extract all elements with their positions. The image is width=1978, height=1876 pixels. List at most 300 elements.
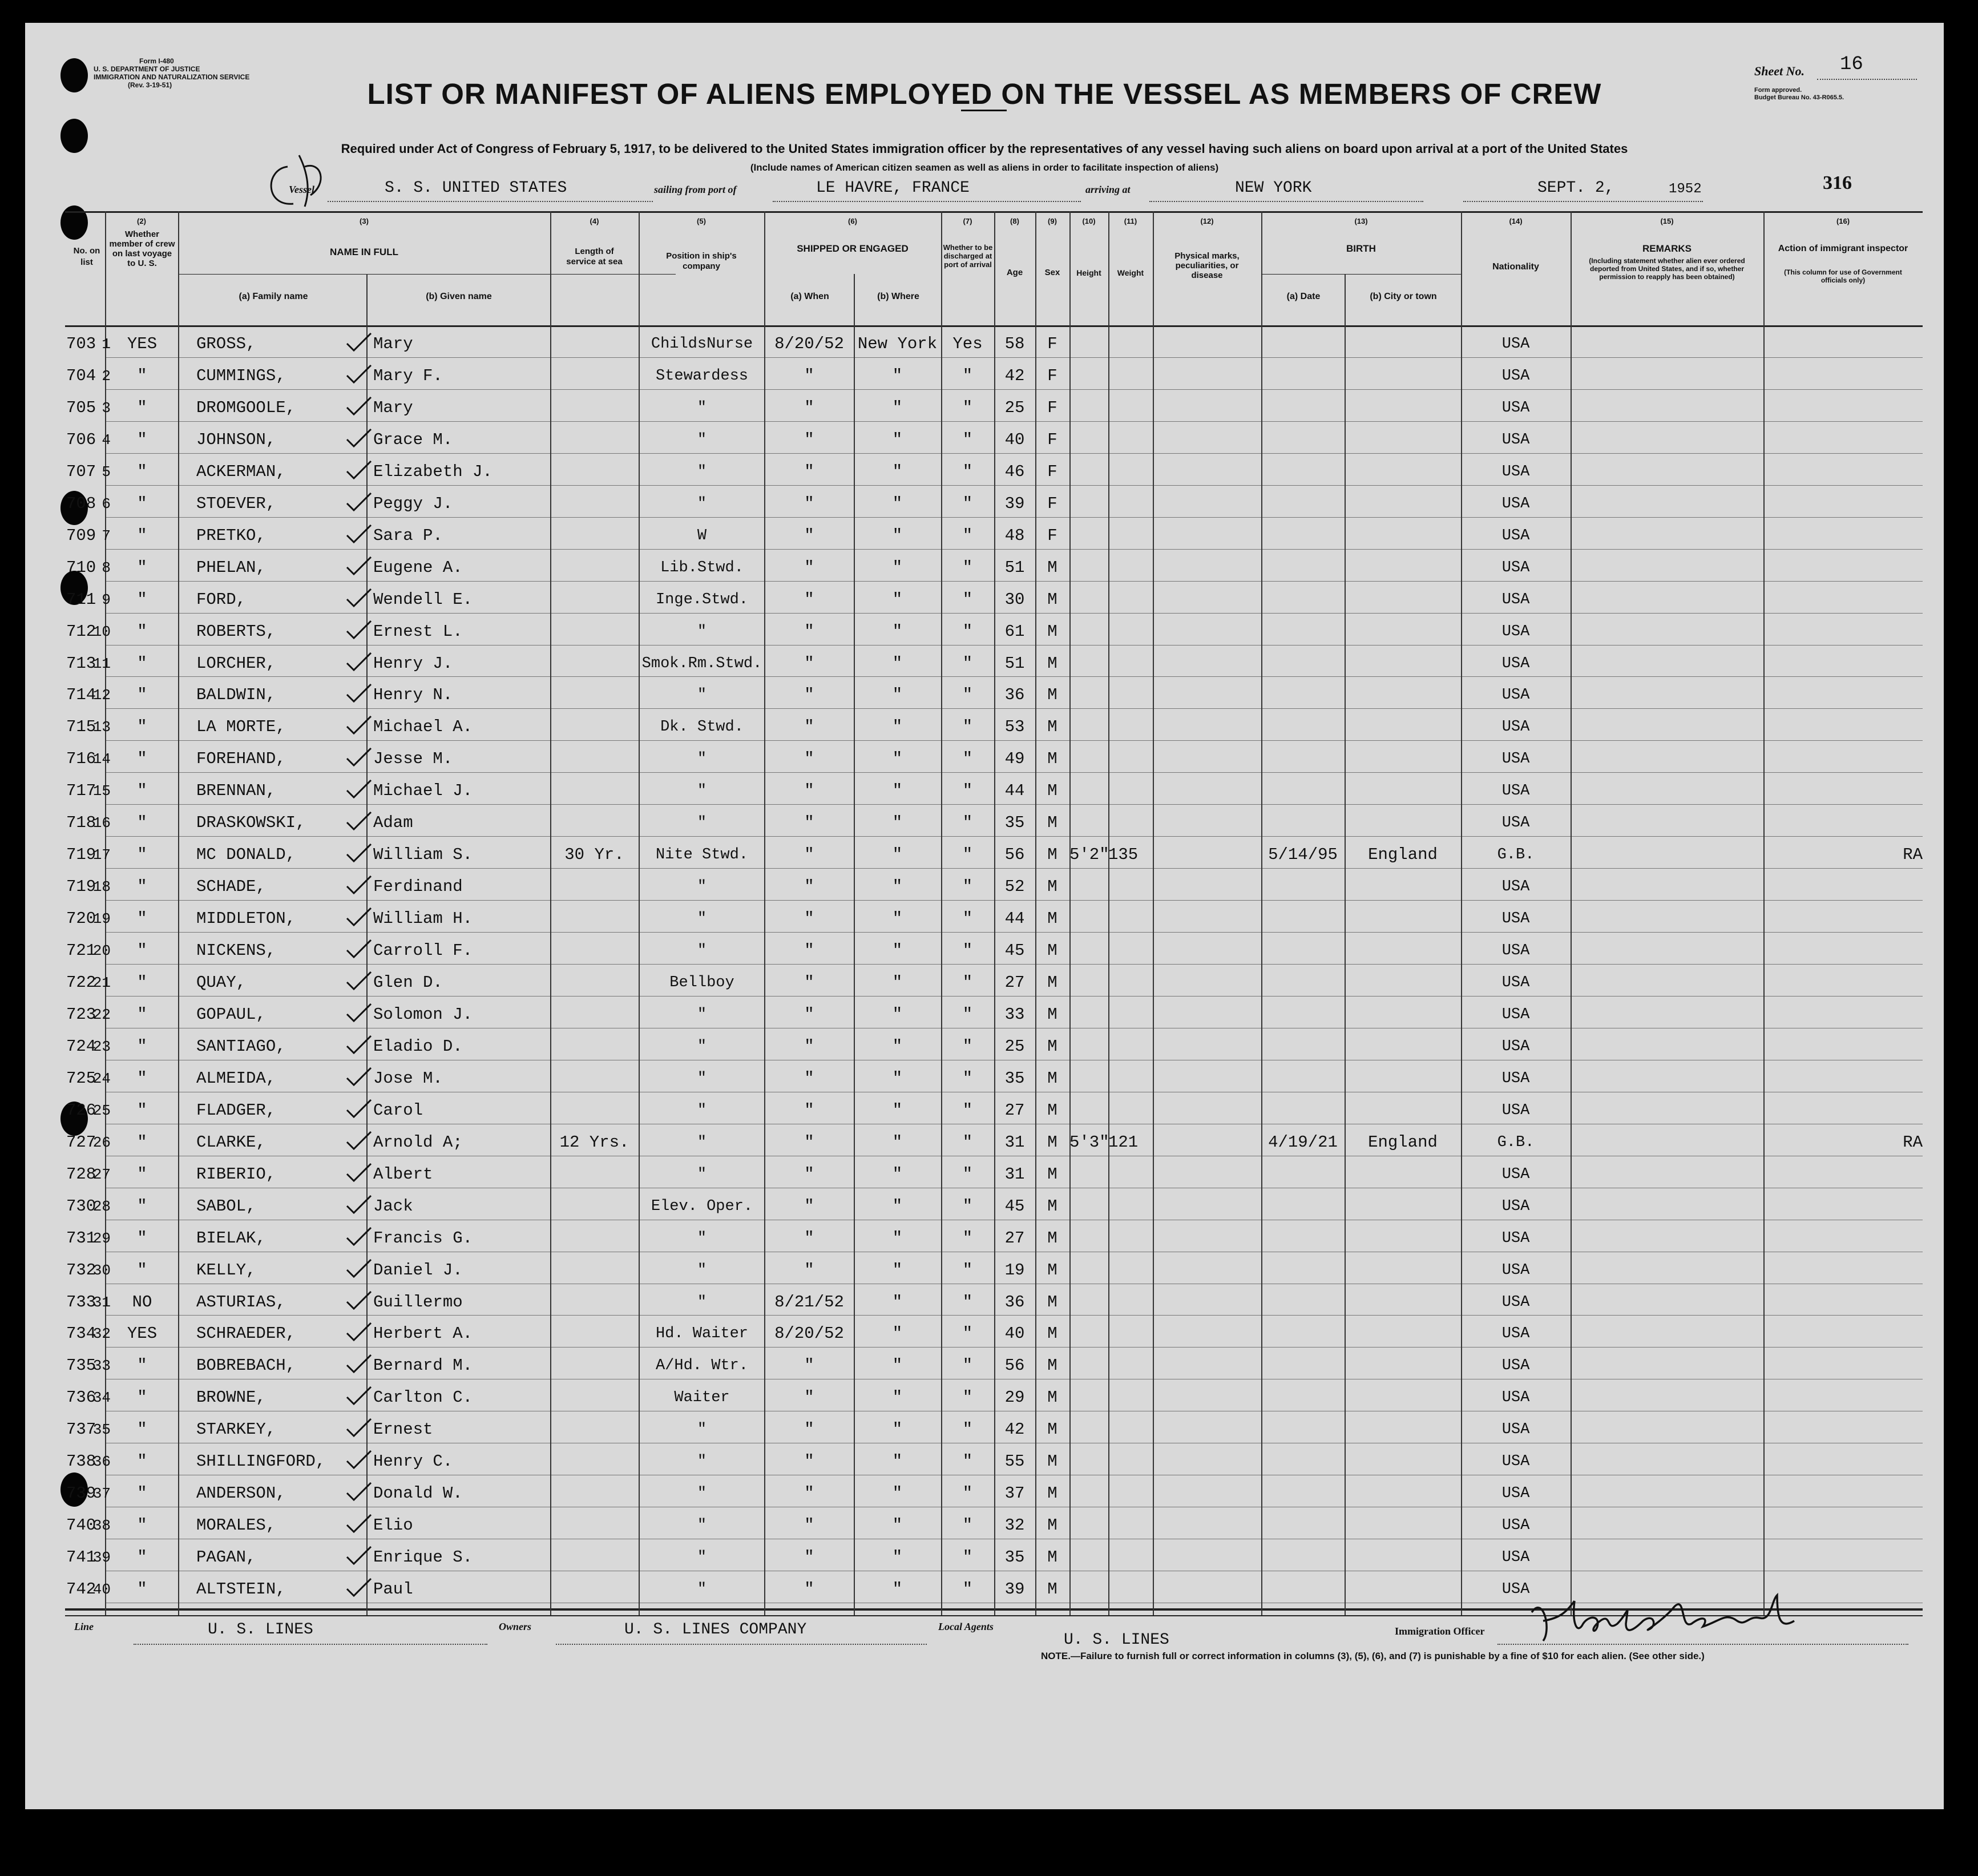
given-name-cell: Enrique S. — [373, 1548, 473, 1567]
previous-crew-cell: " — [137, 1356, 147, 1375]
officer-underline — [1497, 1644, 1908, 1645]
nationality-cell: USA — [1501, 463, 1530, 481]
header-col11-number: (11) — [1124, 217, 1137, 225]
shipped-where-cell: " — [892, 622, 903, 641]
sex-cell: M — [1047, 813, 1057, 833]
age-cell: 19 — [1004, 1260, 1025, 1280]
check-mark-icon — [345, 1002, 373, 1024]
stamp-number: 734 — [66, 1324, 96, 1344]
age-cell: 53 — [1004, 717, 1025, 737]
row-rule — [106, 517, 1923, 518]
line-label: Line — [74, 1621, 94, 1632]
check-mark-icon — [345, 874, 373, 897]
row-rule — [106, 453, 1923, 454]
nationality-cell: USA — [1501, 1006, 1530, 1023]
stamp-number: 705 — [66, 398, 96, 417]
given-name-cell: Grace M. — [373, 430, 453, 449]
shipped-when-cell: " — [804, 398, 814, 417]
position-cell: " — [697, 1581, 707, 1599]
row-rule — [106, 549, 1923, 550]
list-number: 15 — [92, 782, 111, 800]
list-number: 12 — [92, 687, 111, 704]
previous-crew-cell: " — [137, 749, 147, 769]
family-name-cell: SCHADE, — [196, 877, 266, 897]
sailing-port: LE HAVRE, FRANCE — [816, 179, 970, 197]
row-rule — [106, 836, 1923, 837]
shipped-where-cell: " — [892, 1388, 903, 1407]
header-col9-number: (9) — [1048, 217, 1057, 225]
previous-crew-cell: " — [137, 1228, 147, 1248]
shipped-when-cell: " — [804, 717, 814, 737]
given-name-cell: Francis G. — [373, 1228, 473, 1248]
check-mark-icon — [345, 906, 373, 929]
nationality-cell: USA — [1501, 1517, 1530, 1535]
list-number: 22 — [92, 1006, 111, 1023]
sex-cell: F — [1047, 430, 1057, 449]
previous-crew-cell: " — [137, 558, 147, 577]
approved-text: Form approved. — [1754, 87, 1802, 94]
discharged-cell: " — [962, 1484, 973, 1503]
family-name-cell: BALDWIN, — [196, 685, 276, 705]
nationality-cell: USA — [1501, 1389, 1530, 1407]
check-mark-icon — [345, 619, 373, 642]
age-cell: 27 — [1004, 1100, 1025, 1120]
given-name-cell: Arnold A; — [373, 1132, 463, 1152]
discharged-cell: " — [962, 1132, 973, 1152]
age-cell: 51 — [1004, 653, 1025, 673]
position-cell: Dk. Stwd. — [660, 719, 744, 736]
binder-hole — [60, 205, 88, 240]
sex-cell: M — [1047, 622, 1057, 641]
nationality-cell: USA — [1501, 1165, 1530, 1183]
previous-crew-cell: YES — [127, 334, 158, 353]
row-rule — [106, 996, 1923, 997]
list-number: 24 — [92, 1070, 111, 1087]
birth-town-cell: England — [1368, 845, 1438, 865]
age-cell: 52 — [1004, 877, 1025, 897]
check-mark-icon — [345, 1544, 373, 1567]
subtitle-note: (Include names of American citizen seamen as well as aliens in order to facilitate inspection of aliens) — [750, 162, 1219, 173]
shipped-when-cell: " — [804, 973, 814, 992]
age-cell: 35 — [1004, 813, 1025, 833]
check-mark-icon — [345, 1066, 373, 1088]
shipped-where-cell: " — [892, 781, 903, 801]
list-number: 19 — [92, 910, 111, 928]
family-name-cell: GOPAUL, — [196, 1004, 266, 1024]
stamp-number: 704 — [66, 366, 96, 385]
check-mark-icon — [345, 938, 373, 961]
shipped-when-cell: " — [804, 909, 814, 929]
header-sex: Sex — [1044, 268, 1060, 277]
nationality-cell: USA — [1501, 782, 1530, 800]
service-cell: 12 Yrs. — [559, 1132, 629, 1152]
shipped-when-cell: " — [804, 813, 814, 833]
stamp-number: 716 — [66, 749, 96, 769]
family-name-cell: NICKENS, — [196, 941, 276, 961]
check-mark-icon — [345, 842, 373, 865]
shipped-when-cell: " — [804, 622, 814, 641]
shipped-when-cell: 8/20/52 — [774, 1324, 844, 1344]
form-revision: (Rev. 3-19-51) — [128, 81, 172, 89]
sex-cell: M — [1047, 558, 1057, 577]
sex-cell: M — [1047, 877, 1057, 897]
discharged-cell: " — [962, 1388, 973, 1407]
nationality-cell: USA — [1501, 687, 1530, 704]
shipped-where-cell: " — [892, 749, 903, 769]
discharged-cell: " — [962, 1452, 973, 1471]
stamp-number: 726 — [66, 1100, 96, 1120]
header-position: Position in ship's company — [666, 251, 737, 271]
age-cell: 36 — [1004, 685, 1025, 705]
vessel-mark — [253, 150, 339, 215]
row-rule — [106, 357, 1923, 358]
list-number: 30 — [92, 1261, 111, 1279]
shipped-where-cell: " — [892, 462, 903, 481]
header-col12-number: (12) — [1200, 217, 1214, 225]
shipped-where-cell: " — [892, 366, 903, 385]
header-action-of-inspector: Action of immigrant inspector — [1778, 244, 1908, 253]
check-mark-icon — [345, 1257, 373, 1280]
previous-crew-cell: " — [137, 909, 147, 929]
given-name-cell: Daniel J. — [373, 1260, 463, 1280]
row-rule — [106, 676, 1923, 677]
family-name-cell: BOBREBACH, — [196, 1356, 296, 1375]
stamp-number: 712 — [66, 622, 96, 641]
discharged-cell: " — [962, 430, 973, 449]
previous-crew-cell: " — [137, 366, 147, 385]
family-name-cell: BIELAK, — [196, 1228, 266, 1248]
family-name-cell: LA MORTE, — [196, 717, 286, 737]
list-number: 36 — [92, 1453, 111, 1471]
shipped-when-cell: " — [804, 1036, 814, 1056]
nationality-cell: USA — [1501, 431, 1530, 449]
age-cell: 45 — [1004, 941, 1025, 961]
family-name-cell: SHILLINGFORD, — [196, 1452, 326, 1471]
shipped-when-cell: " — [804, 1260, 814, 1280]
check-mark-icon — [345, 746, 373, 769]
position-cell: " — [697, 1006, 707, 1023]
shipped-where-cell: " — [892, 653, 903, 673]
position-cell: " — [697, 1165, 707, 1183]
discharged-cell: " — [962, 1260, 973, 1280]
list-number: 21 — [92, 974, 111, 991]
position-cell: Bellboy — [669, 974, 734, 991]
family-name-cell: DROMGOOLE, — [196, 398, 296, 417]
position-cell: Smok.Rm.Stwd. — [641, 655, 762, 672]
stamp-number: 717 — [66, 781, 96, 801]
row-rule — [106, 581, 1923, 582]
given-name-cell: Paul — [373, 1580, 413, 1599]
check-mark-icon — [345, 1385, 373, 1407]
nationality-cell: USA — [1501, 591, 1530, 608]
previous-crew-cell: " — [137, 653, 147, 673]
shipped-when-cell: " — [804, 941, 814, 961]
discharged-cell: " — [962, 1036, 973, 1056]
discharged-cell: " — [962, 1580, 973, 1599]
shipped-when-cell: " — [804, 1100, 814, 1120]
age-cell: 37 — [1004, 1484, 1025, 1503]
weight-cell: 135 — [1108, 845, 1139, 865]
position-cell: " — [697, 463, 707, 481]
check-mark-icon — [345, 1353, 373, 1375]
family-name-cell: RIBERIO, — [196, 1164, 276, 1184]
sex-cell: M — [1047, 1484, 1057, 1503]
list-number: 13 — [92, 719, 111, 736]
shipped-when-cell: " — [804, 1452, 814, 1471]
discharged-cell: " — [962, 1068, 973, 1088]
position-cell: " — [697, 942, 707, 960]
age-cell: 32 — [1004, 1516, 1025, 1535]
nationality-cell: USA — [1501, 495, 1530, 513]
nationality-cell: G.B. — [1497, 1133, 1535, 1151]
list-number: 25 — [92, 1102, 111, 1119]
given-name-cell: Peggy J. — [373, 494, 453, 513]
nationality-cell: USA — [1501, 1325, 1530, 1343]
stamp-number: 735 — [66, 1356, 96, 1375]
sex-cell: M — [1047, 749, 1057, 769]
sex-cell: F — [1047, 366, 1057, 385]
check-mark-icon — [345, 1034, 373, 1056]
previous-crew-cell: " — [137, 1100, 147, 1120]
family-name-cell: SABOL, — [196, 1196, 256, 1216]
position-cell: " — [697, 1261, 707, 1279]
shipped-where-cell: " — [892, 558, 903, 577]
check-mark-icon — [345, 651, 373, 673]
nationality-cell: USA — [1501, 655, 1530, 672]
check-mark-icon — [345, 1161, 373, 1184]
sex-cell: M — [1047, 781, 1057, 801]
position-cell: " — [697, 751, 707, 768]
discharged-cell: " — [962, 494, 973, 513]
age-cell: 30 — [1004, 590, 1025, 609]
discharged-cell: " — [962, 845, 973, 865]
position-cell: Nite Stwd. — [655, 846, 749, 864]
stamp-number: 713 — [66, 653, 96, 673]
arriving-port: NEW YORK — [1235, 179, 1312, 197]
shipped-where-cell: " — [892, 717, 903, 737]
arrival-year: 1952 — [1669, 181, 1702, 197]
shipped-where-cell: " — [892, 1580, 903, 1599]
stamp-number: 722 — [66, 973, 96, 992]
family-name-cell: MORALES, — [196, 1516, 276, 1535]
position-cell: " — [697, 687, 707, 704]
previous-crew-cell: " — [137, 1164, 147, 1184]
list-number: 11 — [92, 655, 111, 672]
stamp-number: 731 — [66, 1228, 96, 1248]
shipped-when-cell: " — [804, 1580, 814, 1599]
list-number: 26 — [92, 1133, 111, 1151]
shipped-when-cell: " — [804, 1164, 814, 1184]
shipped-when-cell: " — [804, 1228, 814, 1248]
shipped-when-cell: " — [804, 590, 814, 609]
age-cell: 56 — [1004, 845, 1025, 865]
weight-cell: 121 — [1108, 1132, 1139, 1152]
age-cell: 56 — [1004, 1356, 1025, 1375]
given-name-cell: William S. — [373, 845, 473, 865]
sex-cell: M — [1047, 845, 1057, 865]
discharged-cell: " — [962, 941, 973, 961]
list-number: 16 — [92, 814, 111, 832]
header-col3-number: (3) — [360, 217, 369, 225]
given-name-cell: Eugene A. — [373, 558, 463, 577]
sex-cell: F — [1047, 398, 1057, 417]
discharged-cell: " — [962, 1356, 973, 1375]
shipped-when-cell: " — [804, 1388, 814, 1407]
given-name-cell: Jack — [373, 1196, 413, 1216]
birth-town-cell: England — [1368, 1132, 1438, 1152]
sex-cell: M — [1047, 1228, 1057, 1248]
shipped-where-cell: " — [892, 1292, 903, 1312]
header-shipped-or-engaged: SHIPPED OR ENGAGED — [797, 243, 909, 254]
sailing-label: sailing from port of — [654, 184, 737, 195]
stamp-number: 710 — [66, 558, 96, 577]
family-name-cell: STOEVER, — [196, 494, 276, 513]
shipped-when-cell: " — [804, 1420, 814, 1439]
stamp-number: 720 — [66, 909, 96, 929]
birth-date-cell: 4/19/21 — [1268, 1132, 1338, 1152]
arriving-label: arriving at — [1085, 184, 1131, 195]
stamp-number: 723 — [66, 1004, 96, 1024]
position-cell: " — [697, 1549, 707, 1567]
stamp-number: 709 — [66, 526, 96, 545]
list-number: 17 — [92, 846, 111, 864]
family-name-cell: FORD, — [196, 590, 247, 609]
nationality-cell: USA — [1501, 1070, 1530, 1087]
shipped-when-cell: " — [804, 1068, 814, 1088]
sex-cell: M — [1047, 1548, 1057, 1567]
previous-crew-cell: " — [137, 1516, 147, 1535]
list-number: 2 — [102, 367, 111, 385]
list-number: 14 — [92, 751, 111, 768]
row-rule — [106, 932, 1923, 933]
family-name-cell: FOREHAND, — [196, 749, 286, 769]
age-cell: 42 — [1004, 366, 1025, 385]
row-rule — [106, 740, 1923, 741]
position-cell: " — [697, 1453, 707, 1471]
signature-icon — [1520, 1589, 1817, 1647]
sex-cell: F — [1047, 494, 1057, 513]
discharged-cell: " — [962, 1516, 973, 1535]
family-name-cell: JOHNSON, — [196, 430, 276, 449]
shipped-where-cell: " — [892, 1228, 903, 1248]
row-rule — [106, 421, 1923, 422]
check-mark-icon — [345, 427, 373, 450]
manifest-sheet — [25, 23, 1944, 1809]
previous-crew-cell: " — [137, 1452, 147, 1471]
nationality-cell: USA — [1501, 1261, 1530, 1279]
column-divider — [1108, 211, 1109, 1615]
line-value: U. S. LINES — [208, 1621, 313, 1639]
family-name-cell: MC DONALD, — [196, 845, 296, 865]
shipped-where-cell: " — [892, 845, 903, 865]
shipped-where-cell: " — [892, 1196, 903, 1216]
list-number: 4 — [102, 431, 111, 449]
stamp-number: 732 — [66, 1260, 96, 1280]
sex-cell: M — [1047, 1132, 1057, 1152]
age-cell: 42 — [1004, 1420, 1025, 1439]
shipped-when-cell: " — [804, 1484, 814, 1503]
family-name-cell: PHELAN, — [196, 558, 266, 577]
sheet-number: 16 — [1840, 54, 1863, 75]
previous-crew-cell: " — [137, 622, 147, 641]
shipped-when-cell: " — [804, 653, 814, 673]
nationality-cell: USA — [1501, 1421, 1530, 1439]
check-mark-icon — [345, 1576, 373, 1599]
header-remarks: REMARKS — [1642, 243, 1692, 254]
sex-cell: M — [1047, 1388, 1057, 1407]
age-cell: 29 — [1004, 1388, 1025, 1407]
discharged-cell: " — [962, 558, 973, 577]
previous-crew-cell: " — [137, 1004, 147, 1024]
discharged-cell: " — [962, 526, 973, 545]
previous-crew-cell: " — [137, 1388, 147, 1407]
header-col5-number: (5) — [697, 217, 706, 225]
column-divider — [178, 211, 179, 1615]
discharged-cell: " — [962, 877, 973, 897]
given-name-cell: Henry C. — [373, 1452, 453, 1471]
shipped-when-cell: " — [804, 558, 814, 577]
header-col16-number: (16) — [1836, 217, 1850, 225]
position-cell: " — [697, 495, 707, 513]
discharged-cell: " — [962, 1420, 973, 1439]
department: U. S. DEPARTMENT OF JUSTICE — [94, 65, 200, 73]
check-mark-icon — [345, 1512, 373, 1535]
previous-crew-cell: " — [137, 973, 147, 992]
check-mark-icon — [345, 363, 373, 386]
previous-crew-cell: " — [137, 813, 147, 833]
given-name-cell: Mary — [373, 398, 413, 417]
age-cell: 40 — [1004, 1324, 1025, 1344]
family-name-cell: PRETKO, — [196, 526, 266, 545]
sheet-number-label: Sheet No. — [1754, 64, 1805, 78]
nationality-cell: USA — [1501, 1102, 1530, 1119]
age-cell: 40 — [1004, 430, 1025, 449]
header-discharged: Whether to be discharged at port of arrival — [943, 243, 993, 269]
shipped-where-cell: " — [892, 1100, 903, 1120]
given-name-cell: Jesse M. — [373, 749, 453, 769]
age-cell: 27 — [1004, 1228, 1025, 1248]
position-cell: " — [697, 782, 707, 800]
list-number: 33 — [92, 1357, 111, 1375]
header-col14-number: (14) — [1509, 217, 1523, 225]
given-name-cell: Wendell E. — [373, 590, 473, 609]
footer-note: NOTE.—Failure to furnish full or correct information in columns (3), (5), (6), and (7) is punishable by a fine of $10 for each alien. (See other side.) — [1041, 1651, 1705, 1661]
discharged-cell: " — [962, 398, 973, 417]
row-rule — [106, 1315, 1923, 1316]
discharged-cell: " — [962, 1228, 973, 1248]
stamp-number: 728 — [66, 1164, 96, 1184]
sex-cell: M — [1047, 941, 1057, 961]
age-cell: 61 — [1004, 622, 1025, 641]
previous-crew-cell: " — [137, 1036, 147, 1056]
nationality-cell: USA — [1501, 559, 1530, 576]
shipped-where-cell: " — [892, 1516, 903, 1535]
sex-cell: M — [1047, 1356, 1057, 1375]
shipped-where-cell: " — [892, 877, 903, 897]
header-col8-number: (8) — [1010, 217, 1019, 225]
row-rule — [106, 868, 1923, 869]
given-name-cell: William H. — [373, 909, 473, 929]
stamp-number: 724 — [66, 1036, 96, 1056]
check-mark-icon — [345, 395, 373, 418]
previous-crew-cell: " — [137, 1420, 147, 1439]
position-cell: " — [697, 910, 707, 928]
nationality-cell: USA — [1501, 1293, 1530, 1311]
nationality-cell: G.B. — [1497, 846, 1535, 864]
list-number: 29 — [92, 1229, 111, 1247]
nationality-cell: USA — [1501, 878, 1530, 896]
sex-cell: M — [1047, 1164, 1057, 1184]
